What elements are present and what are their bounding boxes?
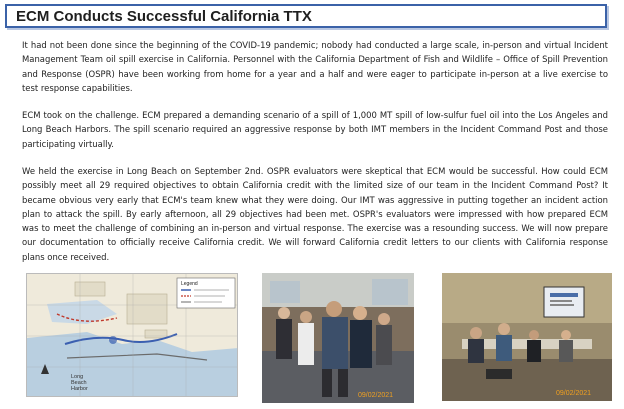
paragraph-challenge: ECM took on the challenge. ECM prepared a demanding scenario of a spill of 1,000 MT spill of low-sulfur fuel oil into the Los Angeles and Long Beach Harbors. The spill scenario required an aggressive response by both IMT members in the Incident Command Post and those participating virtually. (22, 110, 608, 149)
paragraph-exercise: We held the exercise in Long Beach on September 2nd. OSPR evaluators were skeptical that ECM would be successful. How could ECM possibly meet all 29 required objectives to obtain California credit with the limited size of our team in the Incident Command Post? It became obvious very early that ECM's team knew what they were doing. Our IMT was aggressive in putting together an incident action plan to attack the spill. By early afternoon, all 29 objectives had been met. OSPR's evaluators were impressed with how prepared ECM was to meet the challenge of combining an in-person and virtual response. The exercise was a resounding success. We will now prepare our documentation to officially receive California credit. We will forward California credit letters to our clients with California response plans once received. (22, 166, 608, 262)
spill-scenario-map (26, 273, 238, 397)
svg-text:Beach: Beach (71, 380, 87, 386)
title-box (5, 4, 607, 28)
photo-team-standing (262, 273, 414, 403)
page-title: ECM Conducts Successful California TTX (16, 8, 312, 25)
photo-command-post (442, 273, 612, 401)
paragraph-intro: It had not been done since the beginning of the COVID-19 pandemic; nobody had conducted a large scale, in-person and virtual Incident Management Team oil spill exercise in California. Personnel with the California Department of Fish and Wildlife – Office of Spill Prevention and Response (OSPR) have been working from home for a year and a half and were eager to participate in-person at a live exercise to test response capabilities. (22, 40, 608, 93)
photo-timestamp: 09/02/2021 (556, 390, 592, 397)
svg-text:Harbor: Harbor (71, 386, 88, 392)
photo-timestamp: 09/02/2021 (358, 392, 394, 399)
map-legend-title: Legend (181, 281, 198, 287)
svg-text:Long: Long (71, 374, 84, 380)
